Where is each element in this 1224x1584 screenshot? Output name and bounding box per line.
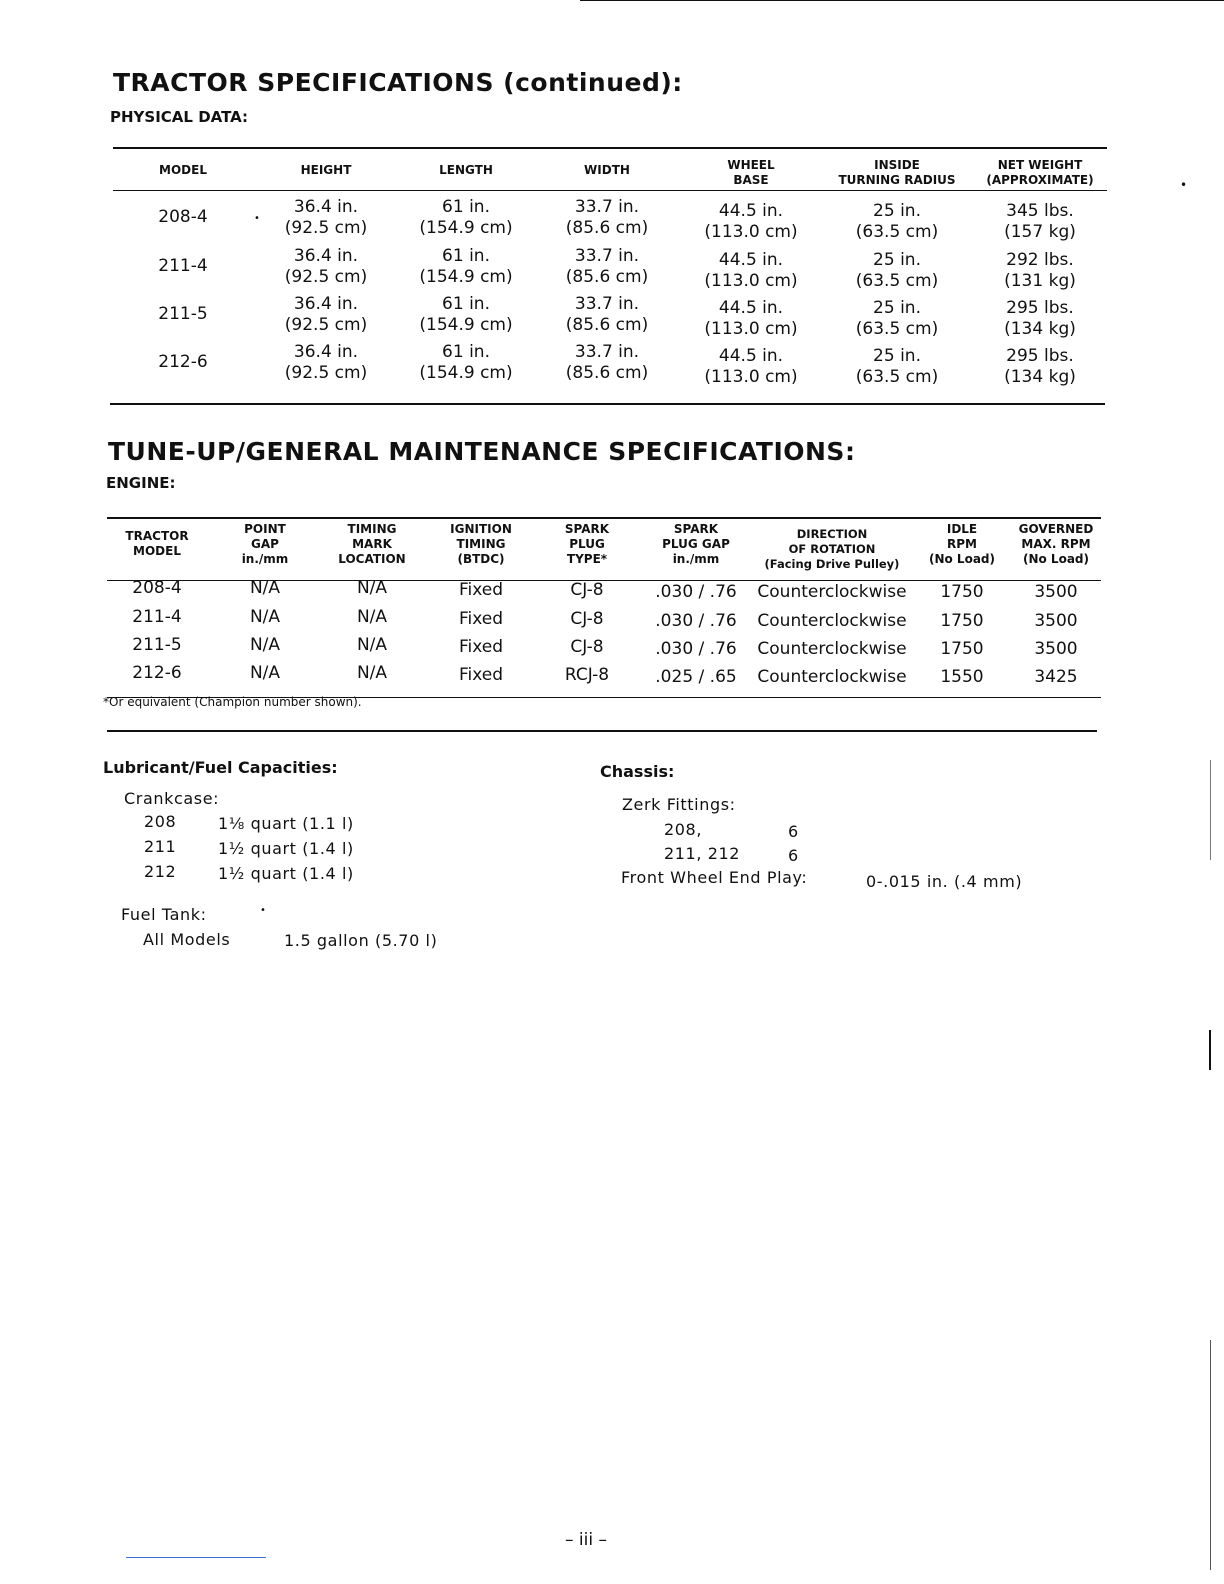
- crankcase-model: 212: [144, 862, 177, 881]
- engine-data-cell: Counterclockwise: [757, 639, 907, 659]
- zerk-count: 6: [788, 846, 799, 865]
- zerk-model: 208,: [664, 820, 703, 839]
- crankcase-capacity: 1⅛ quart (1.1 l): [218, 814, 354, 833]
- physical-data-cell: 33.7 in. (85.6 cm): [565, 246, 649, 287]
- physical-data-cell: 295 lbs. (134 kg): [1004, 346, 1076, 387]
- table1-header-rule: [113, 190, 1107, 191]
- engine-data-cell: N/A: [356, 635, 388, 655]
- section2-end-rule: [107, 730, 1097, 732]
- fuel-tank-label: Fuel Tank:: [121, 905, 207, 924]
- section-title-tuneup: TUNE-UP/GENERAL MAINTENANCE SPECIFICATIONS:: [108, 437, 856, 466]
- engine-header-cell: GOVERNED MAX. RPM (No Load): [1018, 522, 1094, 566]
- engine-data-cell: 1750: [940, 582, 984, 602]
- physical-header-cell: INSIDE TURNING RADIUS: [838, 158, 956, 187]
- physical-header-cell: HEIGHT: [300, 163, 352, 177]
- physical-data-cell: 61 in. (154.9 cm): [419, 342, 513, 383]
- physical-data-cell: 44.5 in. (113.0 cm): [704, 201, 798, 242]
- engine-header-cell: IDLE RPM (No Load): [928, 522, 995, 566]
- model-cell: 208-4: [132, 578, 182, 598]
- scan-edge-mark: [1210, 1340, 1211, 1570]
- engine-data-cell: Fixed: [458, 665, 504, 685]
- physical-data-cell: 33.7 in. (85.6 cm): [565, 197, 649, 238]
- engine-data-cell: RCJ-8: [564, 665, 610, 685]
- physical-data-cell: 44.5 in. (113.0 cm): [704, 346, 798, 387]
- engine-data-cell: 1550: [940, 667, 984, 687]
- physical-header-cell: WIDTH: [584, 163, 630, 177]
- physical-data-cell: 292 lbs. (131 kg): [1004, 250, 1076, 291]
- engine-header-cell: TRACTOR MODEL: [125, 529, 189, 558]
- engine-data-cell: CJ-8: [570, 580, 604, 600]
- model-cell: 212-6: [158, 352, 208, 372]
- physical-data-cell: 25 in. (63.5 cm): [855, 250, 939, 291]
- physical-data-cell: 295 lbs. (134 kg): [1004, 298, 1076, 339]
- physical-data-cell: 345 lbs. (157 kg): [1004, 201, 1076, 242]
- engine-data-cell: Counterclockwise: [757, 611, 907, 631]
- physical-data-cell: 36.4 in. (92.5 cm): [284, 197, 368, 238]
- table2-top-rule: [107, 517, 1101, 519]
- crankcase-model: 211: [144, 837, 177, 856]
- zerk-label: Zerk Fittings:: [622, 795, 736, 814]
- model-cell: 211-4: [132, 607, 182, 627]
- engine-data-cell: Counterclockwise: [757, 667, 907, 687]
- section-title-tractor-specs: TRACTOR SPECIFICATIONS (continued):: [113, 68, 683, 97]
- fuel-models: All Models: [143, 930, 231, 949]
- scan-edge-mark: [1210, 760, 1211, 860]
- physical-header-cell: WHEEL BASE: [727, 158, 775, 187]
- engine-data-cell: N/A: [249, 607, 281, 627]
- engine-data-cell: CJ-8: [570, 637, 604, 657]
- section-subtitle-physical-data: PHYSICAL DATA:: [110, 108, 249, 126]
- lubricant-title: Lubricant/Fuel Capacities:: [103, 758, 338, 777]
- endplay-value: 0-.015 in. (.4 mm): [866, 872, 1023, 891]
- physical-data-cell: 33.7 in. (85.6 cm): [565, 342, 649, 383]
- engine-data-cell: N/A: [249, 635, 281, 655]
- engine-data-cell: CJ-8: [570, 609, 604, 629]
- physical-data-cell: 61 in. (154.9 cm): [419, 294, 513, 335]
- zerk-model: 211, 212: [664, 844, 741, 863]
- model-cell: 211-4: [158, 256, 208, 276]
- physical-header-cell: LENGTH: [439, 163, 493, 177]
- footnote: *Or equivalent (Champion number shown).: [103, 695, 362, 709]
- physical-data-cell: 44.5 in. (113.0 cm): [704, 250, 798, 291]
- model-cell: 211-5: [132, 635, 182, 655]
- zerk-count: 6: [788, 822, 799, 841]
- scan-dot: •: [254, 213, 260, 224]
- engine-data-cell: 3500: [1034, 639, 1078, 659]
- endplay-label: Front Wheel End Play:: [621, 868, 808, 887]
- crankcase-model: 208: [144, 812, 177, 831]
- physical-data-cell: 44.5 in. (113.0 cm): [704, 298, 798, 339]
- engine-data-cell: N/A: [249, 663, 281, 683]
- physical-data-cell: 33.7 in. (85.6 cm): [565, 294, 649, 335]
- engine-data-cell: Counterclockwise: [757, 582, 907, 602]
- engine-header-cell: SPARK PLUG GAP in./mm: [662, 522, 730, 566]
- engine-data-cell: .030 / .76: [655, 639, 737, 659]
- engine-data-cell: N/A: [356, 607, 388, 627]
- engine-header-cell: IGNITION TIMING (BTDC): [450, 522, 512, 566]
- engine-data-cell: 3425: [1034, 667, 1078, 687]
- engine-data-cell: 3500: [1034, 611, 1078, 631]
- engine-data-cell: .030 / .76: [655, 611, 737, 631]
- engine-data-cell: Fixed: [458, 609, 504, 629]
- engine-data-cell: Fixed: [458, 637, 504, 657]
- engine-data-cell: N/A: [249, 578, 281, 598]
- engine-data-cell: .030 / .76: [655, 582, 737, 602]
- engine-data-cell: 1750: [940, 611, 984, 631]
- physical-data-cell: 61 in. (154.9 cm): [419, 197, 513, 238]
- model-cell: 208-4: [158, 207, 208, 227]
- engine-header-cell: POINT GAP in./mm: [241, 522, 289, 566]
- physical-data-cell: 25 in. (63.5 cm): [855, 298, 939, 339]
- bottom-blue-line: [126, 1557, 266, 1558]
- crankcase-capacity: 1½ quart (1.4 l): [218, 864, 354, 883]
- engine-data-cell: 3500: [1034, 582, 1078, 602]
- scan-edge-mark: [1209, 1030, 1211, 1070]
- physical-data-cell: 25 in. (63.5 cm): [855, 201, 939, 242]
- physical-data-cell: 36.4 in. (92.5 cm): [284, 342, 368, 383]
- physical-data-cell: 36.4 in. (92.5 cm): [284, 294, 368, 335]
- margin-bullet: •: [1180, 178, 1188, 192]
- engine-data-cell: N/A: [356, 578, 388, 598]
- physical-data-cell: 36.4 in. (92.5 cm): [284, 246, 368, 287]
- fuel-bullet: •: [260, 905, 266, 916]
- physical-data-cell: 25 in. (63.5 cm): [855, 346, 939, 387]
- physical-data-cell: 61 in. (154.9 cm): [419, 246, 513, 287]
- physical-header-cell: MODEL: [159, 163, 207, 177]
- section-subtitle-engine: ENGINE:: [106, 474, 176, 492]
- engine-header-cell: TIMING MARK LOCATION: [338, 522, 406, 566]
- crankcase-label: Crankcase:: [124, 789, 220, 808]
- crankcase-capacity: 1½ quart (1.4 l): [218, 839, 354, 858]
- table1-bottom-rule: [110, 403, 1105, 405]
- page-number: – iii –: [565, 1530, 607, 1550]
- table1-top-rule: [113, 147, 1107, 149]
- engine-data-cell: N/A: [356, 663, 388, 683]
- engine-data-cell: 1750: [940, 639, 984, 659]
- fuel-capacity: 1.5 gallon (5.70 l): [284, 931, 438, 950]
- engine-header-cell: SPARK PLUG TYPE*: [564, 522, 610, 566]
- engine-header-cell: DIRECTION OF ROTATION (Facing Drive Pulley): [764, 527, 900, 571]
- engine-data-cell: Fixed: [458, 580, 504, 600]
- engine-data-cell: .025 / .65: [655, 667, 737, 687]
- chassis-title: Chassis:: [600, 762, 675, 781]
- model-cell: 212-6: [132, 663, 182, 683]
- model-cell: 211-5: [158, 304, 208, 324]
- physical-header-cell: NET WEIGHT (APPROXIMATE): [986, 158, 1094, 187]
- top-rule: [580, 0, 1224, 1]
